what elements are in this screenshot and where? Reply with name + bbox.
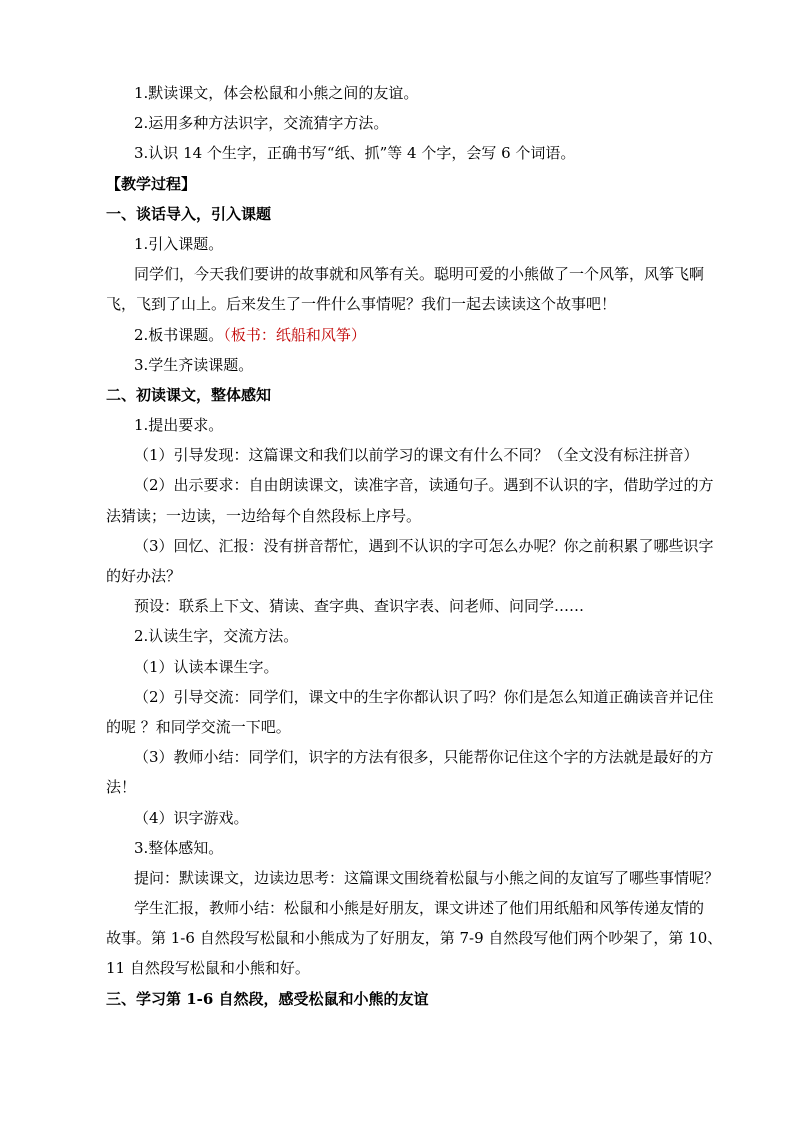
line-text: 11 自然段写松鼠和小熊和好。 bbox=[106, 959, 310, 978]
line-text: 三、学习第 1-6 自然段，感受松鼠和小熊的友谊 bbox=[106, 989, 429, 1008]
text-line bbox=[106, 803, 726, 833]
line-text: 同学们，今天我们要讲的故事就和风筝有关。聪明可爱的小熊做了一个风筝，风筝飞啊 bbox=[134, 265, 705, 284]
line-text: （2）出示要求：自由朗读课文，读准字音，读通句子。遇到不认识的字，借助学过的方 bbox=[134, 476, 714, 495]
line-text: 1.默读课文，体会松鼠和小熊之间的友谊。 bbox=[134, 84, 419, 102]
text-line bbox=[106, 591, 726, 621]
line-text: 2.板书课题。 bbox=[134, 325, 224, 344]
line-text: 法！ bbox=[106, 778, 137, 797]
text-line bbox=[106, 712, 726, 742]
text-line bbox=[106, 259, 726, 289]
text-line bbox=[106, 470, 726, 500]
text-line bbox=[106, 682, 726, 712]
line-text: 预设：联系上下文、猜读、查字典、查识字表、问老师、问同学…… bbox=[134, 597, 585, 616]
section-heading bbox=[106, 380, 726, 410]
text-line bbox=[106, 78, 726, 108]
blackboard-annotation: （板书：纸船和风筝） bbox=[223, 325, 366, 344]
line-text: 2.运用多种方法识字，交流猜字方法。 bbox=[134, 114, 389, 133]
text-line bbox=[106, 350, 726, 380]
line-text: （4）识字游戏。 bbox=[134, 808, 249, 827]
text-line bbox=[106, 108, 726, 138]
text-line bbox=[106, 742, 726, 772]
section-heading bbox=[106, 199, 726, 229]
line-text: （3）回忆、汇报：没有拼音帮忙，遇到不认识的字可怎么办呢？你之前积累了哪些识字 bbox=[134, 536, 714, 555]
text-line bbox=[106, 923, 726, 953]
line-text: （1）认读本课生字。 bbox=[134, 657, 279, 676]
text-line bbox=[106, 652, 726, 682]
line-text: 1.提出要求。 bbox=[134, 416, 224, 435]
text-line bbox=[106, 501, 726, 531]
line-text: 【教学过程】 bbox=[106, 174, 197, 193]
section-heading bbox=[106, 169, 726, 199]
line-text: 1.引入课题。 bbox=[134, 234, 224, 253]
text-line bbox=[106, 833, 726, 863]
line-text: 2.认读生字，交流方法。 bbox=[134, 627, 299, 646]
line-text: 3.认识 14 个生字，正确书写“纸、抓”等 4 个字，会写 6 个词语。 bbox=[134, 144, 576, 163]
line-text: 提问：默读课文，边读边思考：这篇课文围绕着松鼠与小熊之间的友谊写了哪些事情呢？ bbox=[134, 868, 720, 887]
text-line bbox=[106, 531, 726, 561]
line-text: 一、谈话导入，引入课题 bbox=[106, 204, 272, 223]
text-line bbox=[106, 863, 726, 893]
line-text: 3.学生齐读课题。 bbox=[134, 355, 254, 374]
line-text: （1）引导发现：这篇课文和我们以前学习的课文有什么不同？（全文没有标注拼音） bbox=[134, 446, 699, 465]
line-text: （2）引导交流：同学们，课文中的生字你都认识了吗？你们是怎么知道正确读音并记住 bbox=[134, 687, 714, 706]
text-line bbox=[106, 621, 726, 651]
text-line bbox=[106, 410, 726, 440]
text-line bbox=[106, 440, 726, 470]
section-heading bbox=[106, 984, 726, 1014]
text-line bbox=[106, 289, 726, 319]
line-text: 飞，飞到了山上。后来发生了一件什么事情呢？我们一起去读读这个故事吧！ bbox=[106, 295, 617, 314]
line-text: 二、初读课文，整体感知 bbox=[106, 385, 272, 404]
line-text: 的好办法？ bbox=[106, 567, 182, 585]
line-text: 法猜读；一边读，一边给每个自然段标上序号。 bbox=[106, 506, 422, 525]
line-text: 学生汇报，教师小结：松鼠和小熊是好朋友，课文讲述了他们用纸船和风筝传递友情的 bbox=[134, 899, 705, 918]
document-body bbox=[106, 78, 726, 1014]
text-line bbox=[106, 772, 726, 802]
text-line bbox=[106, 893, 726, 923]
text-line bbox=[106, 229, 726, 259]
line-text: 故事。第 1-6 自然段写松鼠和小熊成为了好朋友，第 7-9 自然段写他们两个吵架了，第 10、 bbox=[106, 929, 723, 948]
text-line bbox=[106, 561, 726, 591]
line-text: 的呢 ？和同学交流一下吧。 bbox=[106, 717, 291, 736]
line-text: （3）教师小结：同学们，识字的方法有很多，只能帮你记住这个字的方法就是最好的方 bbox=[134, 748, 714, 767]
line-text: 3.整体感知。 bbox=[134, 838, 224, 857]
text-line bbox=[106, 953, 726, 983]
text-line bbox=[106, 320, 726, 350]
text-line bbox=[106, 138, 726, 168]
